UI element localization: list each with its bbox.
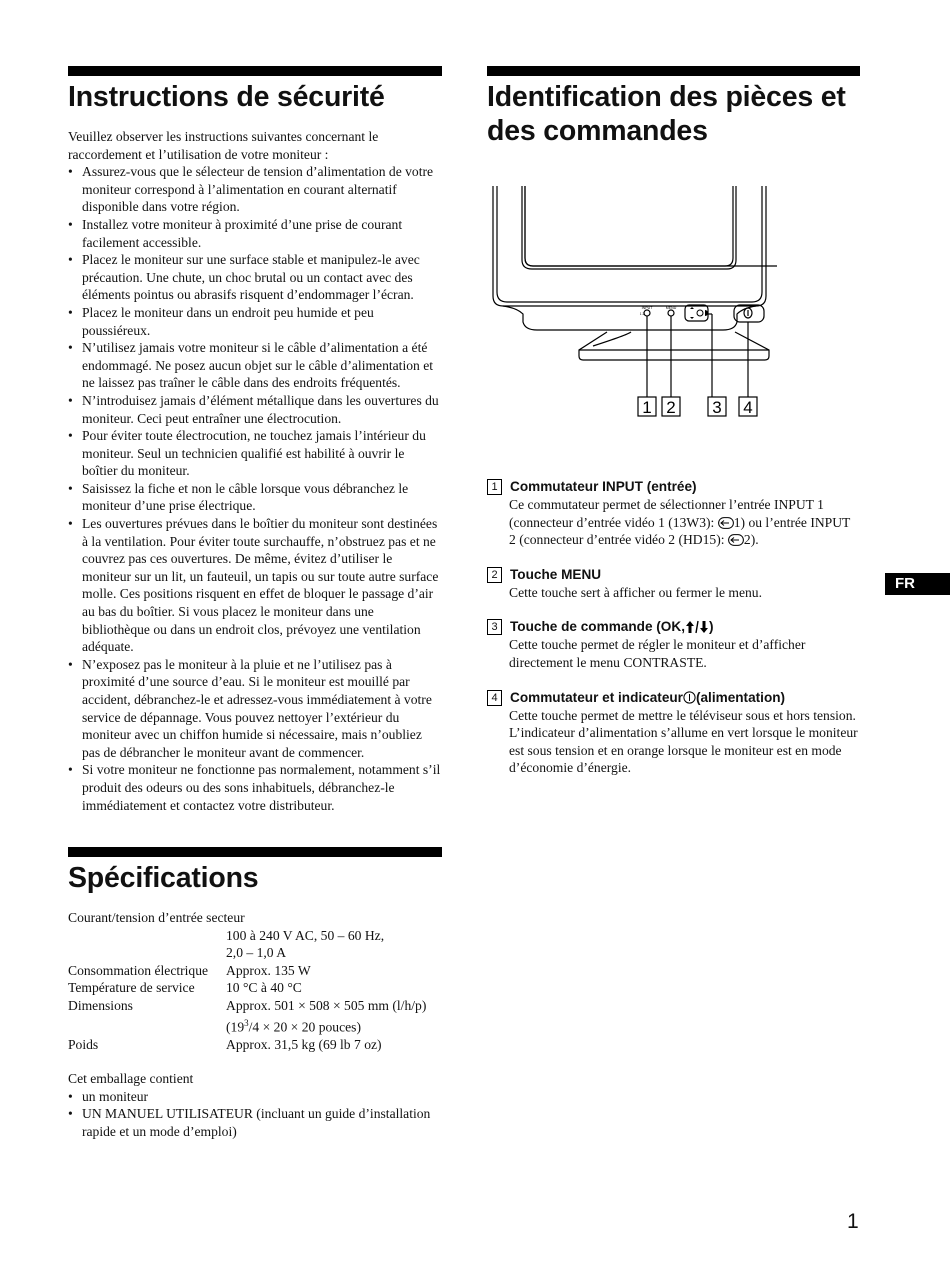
monitor-front-diagram — [487, 180, 777, 425]
monitor-illustration — [487, 180, 777, 420]
part-item-input — [487, 478, 860, 549]
spec-label-empty — [68, 1015, 226, 1036]
callout-4: 4 — [743, 398, 753, 417]
package-list — [68, 1088, 442, 1141]
safety-item: • Les ouvertures prévues dans le boîtier du moniteur sont destinées à la ventilation. Pour éviter toute surchauffe, n’obstruez pas et ne couvrez pas ces ouvertures. De même, évitez d’utiliser le moniteur sur un lit, un fauteuil, un tapis ou sur toute autre surface molle. Ces positions risquent en effet de bloquer le passage d’air au bas du boîtier. Si vous placez le moniteur dans une bibliothèque ou dans un endroit clos, prévoyez une ventilation adéquate. — [68, 515, 442, 656]
part-title: Commutateur INPUT (entrée) — [510, 479, 697, 494]
spec-label-empty — [68, 927, 226, 945]
part-heading — [487, 689, 860, 707]
safety-item: • Si votre moniteur ne fonctionne pas normalement, notamment s’il produit des odeurs ou des sons inhabituels, débranchez-le immédiatement et contactez votre distributeur. — [68, 761, 442, 814]
spec-row — [68, 1015, 442, 1036]
spec-label-empty — [68, 944, 226, 962]
safety-section — [68, 66, 442, 814]
spec-row — [68, 962, 442, 980]
video-input-icon — [718, 517, 734, 529]
part-title: Touche MENU — [510, 566, 602, 582]
part-description: Cette touche permet de régler le moniteur et d’afficher directement le menu CONTRASTE. — [509, 637, 806, 670]
dim-sup: 3 — [244, 1017, 249, 1028]
diagram-label-menu: MENU — [665, 306, 677, 310]
spec-power-value-2: 2,0 – 1,0 A — [226, 945, 287, 961]
dim-pre: (19 — [226, 1019, 245, 1035]
spec-label: Température de service — [68, 980, 195, 996]
part-title-pre: Commutateur et indicateur — [510, 689, 683, 705]
list-item: • un moniteur — [68, 1088, 442, 1106]
safety-item: • N’introduisez jamais d’élément métallique dans les ouvertures du moniteur. Ceci peut entraîner une électrocution. — [68, 392, 442, 427]
part-title-pre: Touche de commande (OK, — [510, 619, 685, 635]
part-item-control — [487, 618, 860, 671]
part-description: Cette touche sert à afficher ou fermer le menu. — [509, 584, 763, 600]
part-heading — [487, 478, 860, 496]
part-text-segment: Ce commutateur permet de sélectionner l’entrée INPUT 1 (connecteur d’entrée vidéo 1 (13W3): — [509, 497, 824, 530]
section-rule — [68, 66, 442, 76]
diagram-label-input-sub: 1 2 — [639, 312, 645, 316]
section-rule — [487, 66, 860, 76]
part-heading — [487, 566, 860, 584]
parts-title: Identification des pièces et des commandes — [487, 81, 846, 147]
control-button-icon — [690, 307, 708, 319]
spec-value: Approx. 501 × 508 × 505 mm (l/h/p) — [226, 997, 427, 1013]
spec-value: Approx. 31,5 kg (69 lb 7 oz) — [226, 1036, 382, 1052]
video-input-icon — [728, 534, 744, 546]
spec-power-value-1: 100 à 240 V AC, 50 – 60 Hz, — [226, 927, 385, 943]
power-icon — [683, 691, 696, 704]
spec-table — [68, 909, 442, 1053]
spec-row — [68, 1036, 442, 1054]
safety-item: • Saisissez la fiche et non le câble lorsque vous débranchez le moniteur d’une prise électrique. — [68, 480, 442, 515]
package-contents — [68, 1070, 442, 1140]
page-number: 1 — [847, 1210, 859, 1233]
safety-item: • Placez le moniteur dans un endroit peu humide et peu poussiéreux. — [68, 304, 442, 339]
diagram-label-input: INPUT — [641, 306, 653, 310]
specs-section — [68, 847, 442, 1141]
safety-item: • Pour éviter toute électrocution, ne touchez jamais l’intérieur du moniteur. Seul un technicien qualifié est habilité à ouvrir le boîtier du moniteur. — [68, 427, 442, 480]
spec-row — [68, 927, 442, 945]
language-tab: FR — [885, 573, 950, 595]
spec-row — [68, 997, 442, 1015]
up-down-arrows-icon — [685, 620, 709, 634]
callout-3: 3 — [712, 398, 722, 417]
spec-power-label: Courant/tension d’entrée secteur — [68, 910, 245, 925]
callout-1: 1 — [642, 398, 652, 417]
section-rule — [68, 847, 442, 857]
part-description — [487, 496, 860, 549]
safety-item: • Placez le moniteur sur une surface stable et manipulez-le avec précaution. Une chute, un choc brutal ou un contact avec des éléments pointus ou abrasifs risquent d’endommager l’écran. — [68, 251, 442, 304]
specs-title: Spécifications — [68, 862, 259, 894]
spec-row — [68, 979, 442, 997]
spec-label: Poids — [68, 1036, 99, 1052]
dim-post: /4 × 20 × 20 pouces) — [248, 1019, 361, 1035]
spec-value: 10 °C à 40 °C — [226, 980, 302, 996]
list-item: • UN MANUEL UTILISATEUR (incluant un guide d’installation rapide et un mode d’emploi) — [68, 1105, 442, 1140]
safety-list — [68, 163, 442, 814]
part-number: 2 — [487, 567, 502, 583]
safety-item: • Assurez-vous que le sélecteur de tension d’alimentation de votre moniteur correspond à l’alimentation en courant alternatif disponible dans votre région. — [68, 163, 442, 216]
parts-section — [487, 66, 860, 148]
safety-item: • Installez votre moniteur à proximité d’une prise de courant facilement accessible. — [68, 216, 442, 251]
part-text-segment: 1) ou l’entrée INPUT 2 (connecteur d’entrée vidéo 2 (HD15): — [509, 514, 851, 548]
part-heading — [487, 618, 860, 636]
part-description: Cette touche permet de mettre le téléviseur sous et hors tension. L’indicateur d’alimentation s’allume en vert lorsque le moniteur est sous tension et en orange lorsque le moniteur est en mode d’économie d’énergie. — [509, 707, 858, 776]
part-number: 3 — [487, 619, 502, 635]
part-item-power — [487, 689, 860, 777]
safety-title: Instructions de sécurité — [68, 81, 385, 113]
spec-value: Approx. 135 W — [226, 962, 311, 978]
safety-item: • N’utilisez jamais votre moniteur si le câble d’alimentation a été endommagé. Ne posez aucun objet sur le câble d’alimentation et ne laissez pas traîner le câble dans des endroits fréquentés. — [68, 339, 442, 392]
part-number: 4 — [487, 690, 502, 706]
spec-row — [68, 944, 442, 962]
part-title-post: ) — [708, 619, 714, 635]
spec-label: Consommation électrique — [68, 962, 209, 978]
parts-list — [487, 478, 860, 794]
part-number: 1 — [487, 479, 502, 495]
safety-intro: Veuillez observer les instructions suivantes concernant le raccordement et l’utilisation de votre moniteur : — [68, 129, 379, 162]
spec-dim-line2 — [226, 1015, 442, 1036]
part-text-segment: 2). — [743, 532, 759, 548]
part-item-menu — [487, 566, 860, 602]
part-title-post: (alimentation) — [695, 689, 786, 705]
safety-item: • N’exposez pas le moniteur à la pluie et ne l’utilisez pas à proximité d’une source d’eau. Si le moniteur est mouillé par accident, débranchez-le et adressez-vous immédiatement à votre service de dépannage. Vous pouvez nettoyer l’extérieur du moniteur avec un chiffon humide si nécessaire, mais n’oubliez pas de débrancher le moniteur avant de commencer. — [68, 656, 442, 762]
spec-label: Dimensions — [68, 997, 133, 1013]
package-intro: Cet emballage contient — [68, 1071, 194, 1087]
callout-2: 2 — [666, 398, 676, 417]
